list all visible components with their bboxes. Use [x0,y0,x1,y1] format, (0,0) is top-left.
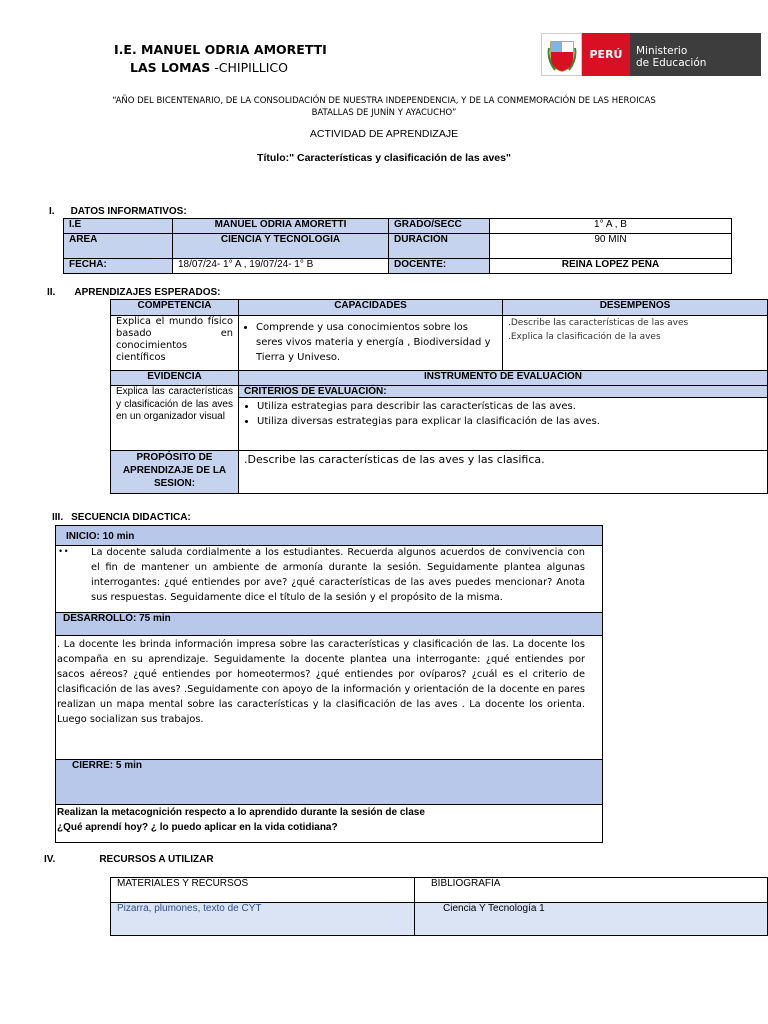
cierre-text: Realizan la metacognición respecto a lo aprendido durante la sesión de clase ¿Qué aprendí hoy? ¿ lo puedo aplicar en la vida cotidiana? [57,807,425,833]
bibliografia-cell: Ciencia Y Tecnología 1 [415,903,768,936]
area-value: CIENCIA Y TECNOLOGIA [173,234,389,259]
inicio-text: La docente saluda cordialmente a los estudiantes. Recuerda algunos acuerdos de convivencia con el fin de mantener un ambiente de armonía durante la sesión. Seguidamente plantea algunas interrogantes: ¿qué entiendes por ave? ¿qué características de las aves puedes mencionar? Anota sus respuestas. Seguidamente dice el título de la sesión y el propósito de la misma. [91,547,585,603]
capacidades-header: CAPACIDADES [239,300,503,316]
inicio-band: INICIO: 10 min [56,526,602,546]
section-1-heading: I. DATOS INFORMATIVOS: [49,206,187,217]
materiales-cell: Pizarra, plumones, texto de CYT [111,903,415,936]
ie-value: MANUEL ODRIA AMORETTI [173,219,389,234]
cierre-band: CIERRE: 5 min [56,759,602,805]
logo-peru-label: PERÚ [582,33,630,76]
logo-ministerio-label: Ministerio de Educación [630,33,761,76]
aprendizajes-table [110,299,768,494]
section-2-heading: II. APRENDIZAJES ESPERADOS: [47,287,221,298]
evidencia-header: EVIDENCIA [111,371,239,386]
school-location: LAS LOMAS -CHIPILLICO [130,60,288,75]
desempenos-cell: .Describe las características de las aves .Explica la clasificación de la aves [503,316,768,371]
materiales-header: MATERIALES Y RECURSOS [111,878,415,903]
session-title: Título:" Características y clasificación de las aves" [257,152,511,164]
minedu-logo [541,33,761,76]
proposito-cell: .Describe las características de las aves y las clasifica. [239,451,768,494]
competencia-header: COMPETENCIA [111,300,239,316]
desempenos-header: DESEMPEÑOS [503,300,768,316]
recursos-table [110,877,768,936]
criterios-cell [239,386,768,451]
criterio-item: • Utiliza diversas estrategias para explicar la clasificación de las aves. [257,414,767,429]
area-label: AREA [64,234,173,259]
datos-informativos-table [63,218,732,274]
docente-label: DOCENTE: [389,259,490,274]
school-name: I.E. MANUEL ODRIA AMORETTI [114,42,327,57]
peru-shield-icon [541,33,582,76]
fecha-value: 18/07/24- 1° A , 19/07/24- 1° B [173,259,389,274]
desarrollo-band: DESARROLLO: 75 min [56,612,602,636]
fecha-label: FECHA: [64,259,173,274]
bibliografia-header: BIBLIOGRAFÍA [415,878,768,903]
grado-value: 1° A , B [490,219,732,234]
instrumento-header: INSTRUMENTO DE EVALUACION [239,371,768,386]
secuencia-didactica-box [55,525,603,843]
capacidades-cell [239,316,503,371]
duracion-value: 90 MIN [490,234,732,259]
competencia-cell: Explica el mundo físico basado en conocimientos científicos [111,316,239,371]
docente-value: REINA LOPEZ PEÑA [490,259,732,274]
duracion-label: DURACIÓN [389,234,490,259]
grado-label: GRADO/SECC [389,219,490,234]
activity-heading: ACTIVIDAD DE APRENDIZAJE [309,128,459,140]
ie-label: I.E [64,219,173,234]
evidencia-cell: Explica las características y clasificación de las aves en un organizador visual [111,386,239,451]
capacidad-item: • Comprende y usa conocimientos sobre los seres vivos materia y energía , Biodiversidad y Tierra y Univeso. [256,320,497,365]
criterio-item: • Utiliza estrategias para describir las características de las aves. [257,399,767,414]
section-4-heading: IV. RECURSOS A UTILIZAR [44,854,214,865]
bullet-icon: • • [59,546,68,556]
section-3-heading: III. SECUENCIA DIDACTICA: [52,512,191,523]
criterios-header: CRITERIOS DE EVALUACIÓN: [239,386,767,398]
proposito-header: PROPÓSITO DE APRENDIZAJE DE LA SESION: [111,451,239,494]
year-motto: “AÑO DEL BICENTENARIO, DE LA CONSOLIDACIÓN DE NUESTRA INDEPENDENCIA, Y DE LA CONMEMORACIÓN DE LAS HEROICAS BATALLAS DE JUNÍN Y AYACUCHO” [112,96,656,118]
desarrollo-text: . La docente les brinda información impresa sobre las características y clasificación de las. La docente los acompaña en su aprendizaje. Seguidamente la docente plantea una interrogante: ¿qué entiendes por sacos aéreos? ¿qué entiendes por homeotermos? ¿qué entiendes por ovíparos? ¿cuál es el criterio de clasificación de las aves? .Seguidamente con apoyo de la información y orientación de la docente en pares realizan un mapa mental sobre las características y la clasificación de las aves . La docente los orienta. Luego socializan sus trabajos. [57,639,585,725]
